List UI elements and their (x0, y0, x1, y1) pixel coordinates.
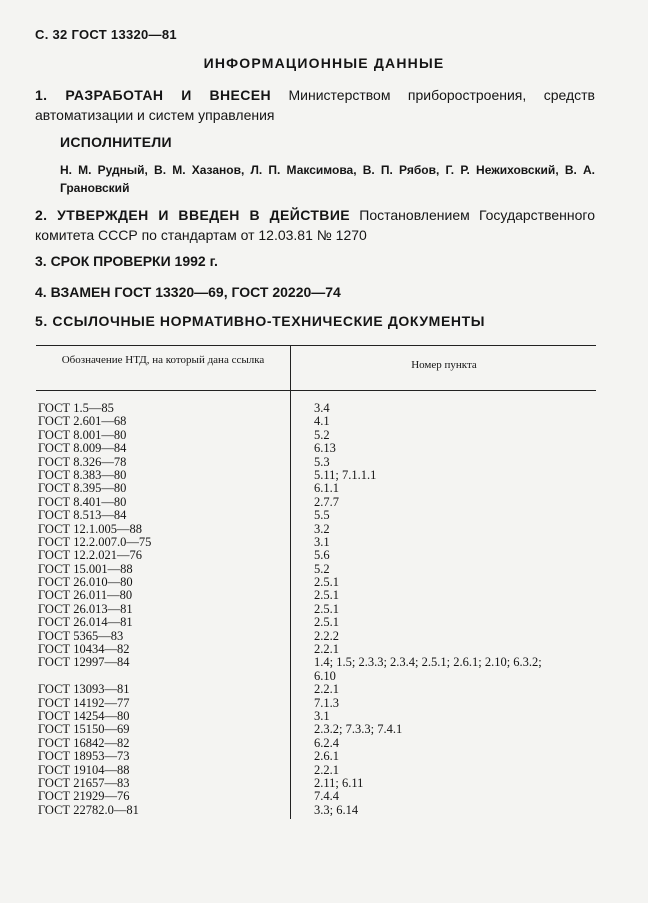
table-row (36, 429, 596, 442)
section-4: 4. ВЗАМЕН ГОСТ 13320—69, ГОСТ 20220—74 (35, 284, 341, 300)
doc-cell: ГОСТ 15.001—88 (38, 561, 133, 576)
point-cell: 5.2 (314, 427, 330, 442)
point-cell: 7.1.3 (314, 695, 339, 710)
table-row (36, 723, 596, 736)
table-row (36, 790, 596, 803)
table-row (36, 750, 596, 763)
doc-cell: ГОСТ 8.383—80 (38, 467, 127, 482)
point-cell: 5.6 (314, 548, 330, 563)
doc-cell: ГОСТ 14254—80 (38, 709, 130, 723)
table-row (36, 469, 596, 482)
doc-cell: ГОСТ 5365—83 (38, 628, 124, 643)
table-row (36, 683, 596, 696)
table-row (36, 509, 596, 522)
table-row (36, 442, 596, 455)
doc-cell: ГОСТ 21929—76 (38, 789, 130, 804)
table-row (36, 697, 596, 710)
doc-cell: ГОСТ 18953—73 (38, 749, 130, 764)
table-row (36, 737, 596, 750)
point-cell: 3.4 (314, 401, 330, 415)
doc-cell: ГОСТ 26.013—81 (38, 601, 133, 616)
table-row (36, 777, 596, 790)
col-point-header: Номер пункта (411, 359, 477, 371)
table-row (36, 710, 596, 723)
doc-cell: ГОСТ 22782.0—81 (38, 802, 139, 817)
doc-cell: ГОСТ 26.014—81 (38, 615, 133, 630)
section-2-text: Постановлением Государственного комитета СССР по стандартам от 12.03.81 № 1270 (35, 207, 595, 243)
table-row (36, 630, 596, 643)
point-cell: 5.2 (314, 561, 330, 576)
doc-cell: ГОСТ 15150—69 (38, 722, 130, 737)
doc-cell: ГОСТ 8.009—84 (38, 441, 127, 456)
section-2 (35, 205, 595, 245)
point-cell: 4.1 (314, 414, 330, 429)
doc-cell: ГОСТ 1.5—85 (38, 401, 114, 415)
doc-cell: ГОСТ 13093—81 (38, 682, 130, 697)
table-row (36, 589, 596, 602)
table-row (36, 576, 596, 589)
page-header: С. 32 ГОСТ 13320—81 (35, 27, 177, 42)
table-row (36, 616, 596, 629)
point-cell: 3.1 (314, 709, 330, 723)
references-table (36, 345, 596, 817)
point-cell: 7.4.4 (314, 789, 339, 804)
doc-cell: ГОСТ 26.010—80 (38, 575, 133, 590)
table-row (36, 804, 596, 817)
section-1 (35, 85, 595, 125)
point-cell: 2.5.1 (314, 615, 339, 630)
table-row (36, 402, 596, 415)
section-3: 3. СРОК ПРОВЕРКИ 1992 г. (35, 253, 218, 269)
doc-cell: ГОСТ 12.1.005—88 (38, 521, 142, 536)
table-row (36, 764, 596, 777)
doc-cell: ГОСТ 8.513—84 (38, 508, 127, 523)
section-5: 5. ССЫЛОЧНЫЕ НОРМАТИВНО-ТЕХНИЧЕСКИЕ ДОКУМЕНТЫ (35, 313, 486, 329)
point-cell: 6.2.4 (314, 735, 339, 750)
section-1-text: Министерством приборостроения, средств автоматизации и систем управления (35, 87, 595, 123)
point-cell: 2.2.2 (314, 628, 339, 643)
section-2-lead: 2. УТВЕРЖДЕН И ВВЕДЕН В ДЕЙСТВИЕ (35, 207, 351, 223)
doc-cell: ГОСТ 12997—84 (38, 655, 130, 670)
doc-cell: ГОСТ 8.326—78 (38, 454, 127, 469)
doc-cell: ГОСТ 8.395—80 (38, 481, 127, 496)
doc-cell: ГОСТ 21657—83 (38, 775, 130, 790)
table-row (36, 456, 596, 469)
point-cell: 6.1.1 (314, 481, 339, 496)
point-cell: 5.5 (314, 508, 330, 523)
point-cell: 2.5.1 (314, 601, 339, 616)
col-doc-header: Обозначение НТД, на который дана ссылка (61, 354, 265, 366)
table-row (36, 536, 596, 549)
table-body (36, 402, 596, 817)
table-row (36, 656, 596, 683)
doc-cell: ГОСТ 10434—82 (38, 642, 130, 657)
table-row (36, 523, 596, 536)
performers-list: Н. М. Рудный, В. М. Хазанов, Л. П. Максимова, В. П. Рябов, Г. Р. Нежиховский, В. А. Грановский (60, 163, 595, 195)
point-cell: 2.7.7 (314, 494, 339, 509)
doc-cell: ГОСТ 12.2.021—76 (38, 548, 142, 563)
point-cell: 6.13 (314, 441, 336, 456)
doc-cell: ГОСТ 16842—82 (38, 735, 130, 750)
point-cell: 3.2 (314, 521, 330, 536)
table-header (36, 346, 596, 391)
doc-cell: ГОСТ 2.601—68 (38, 414, 127, 429)
table-row (36, 643, 596, 656)
point-cell: 2.5.1 (314, 588, 339, 603)
table-row (36, 563, 596, 576)
point-cell: 2.6.1 (314, 749, 339, 764)
point-cell: 1.4; 1.5; 2.3.3; 2.3.4; 2.5.1; 2.6.1; 2.10; 6.3.2; 6.10 (314, 655, 542, 683)
point-cell: 2.11; 6.11 (314, 775, 364, 790)
doc-cell: ГОСТ 12.2.007.0—75 (38, 534, 152, 549)
table-row (36, 496, 596, 509)
doc-cell: ГОСТ 26.011—80 (38, 588, 133, 603)
point-cell: 5.11; 7.1.1.1 (314, 467, 377, 482)
point-cell: 3.1 (314, 534, 330, 549)
performers-title: ИСПОЛНИТЕЛИ (60, 134, 172, 150)
table-row (36, 549, 596, 562)
point-cell: 2.5.1 (314, 575, 339, 590)
table-row (36, 415, 596, 428)
point-cell: 3.3; 6.14 (314, 802, 359, 817)
point-cell: 2.2.1 (314, 682, 339, 697)
point-cell: 2.2.1 (314, 642, 339, 657)
doc-cell: ГОСТ 14192—77 (38, 695, 130, 710)
doc-cell: ГОСТ 8.001—80 (38, 427, 127, 442)
doc-cell: ГОСТ 8.401—80 (38, 494, 127, 509)
table-row (36, 482, 596, 495)
point-cell: 2.2.1 (314, 762, 339, 777)
section-1-lead: 1. РАЗРАБОТАН И ВНЕСЕН (35, 87, 272, 103)
point-cell: 2.3.2; 7.3.3; 7.4.1 (314, 722, 403, 737)
point-cell: 5.3 (314, 454, 330, 469)
page-title: ИНФОРМАЦИОННЫЕ ДАННЫЕ (203, 55, 445, 71)
doc-cell: ГОСТ 19104—88 (38, 762, 130, 777)
table-row (36, 603, 596, 616)
